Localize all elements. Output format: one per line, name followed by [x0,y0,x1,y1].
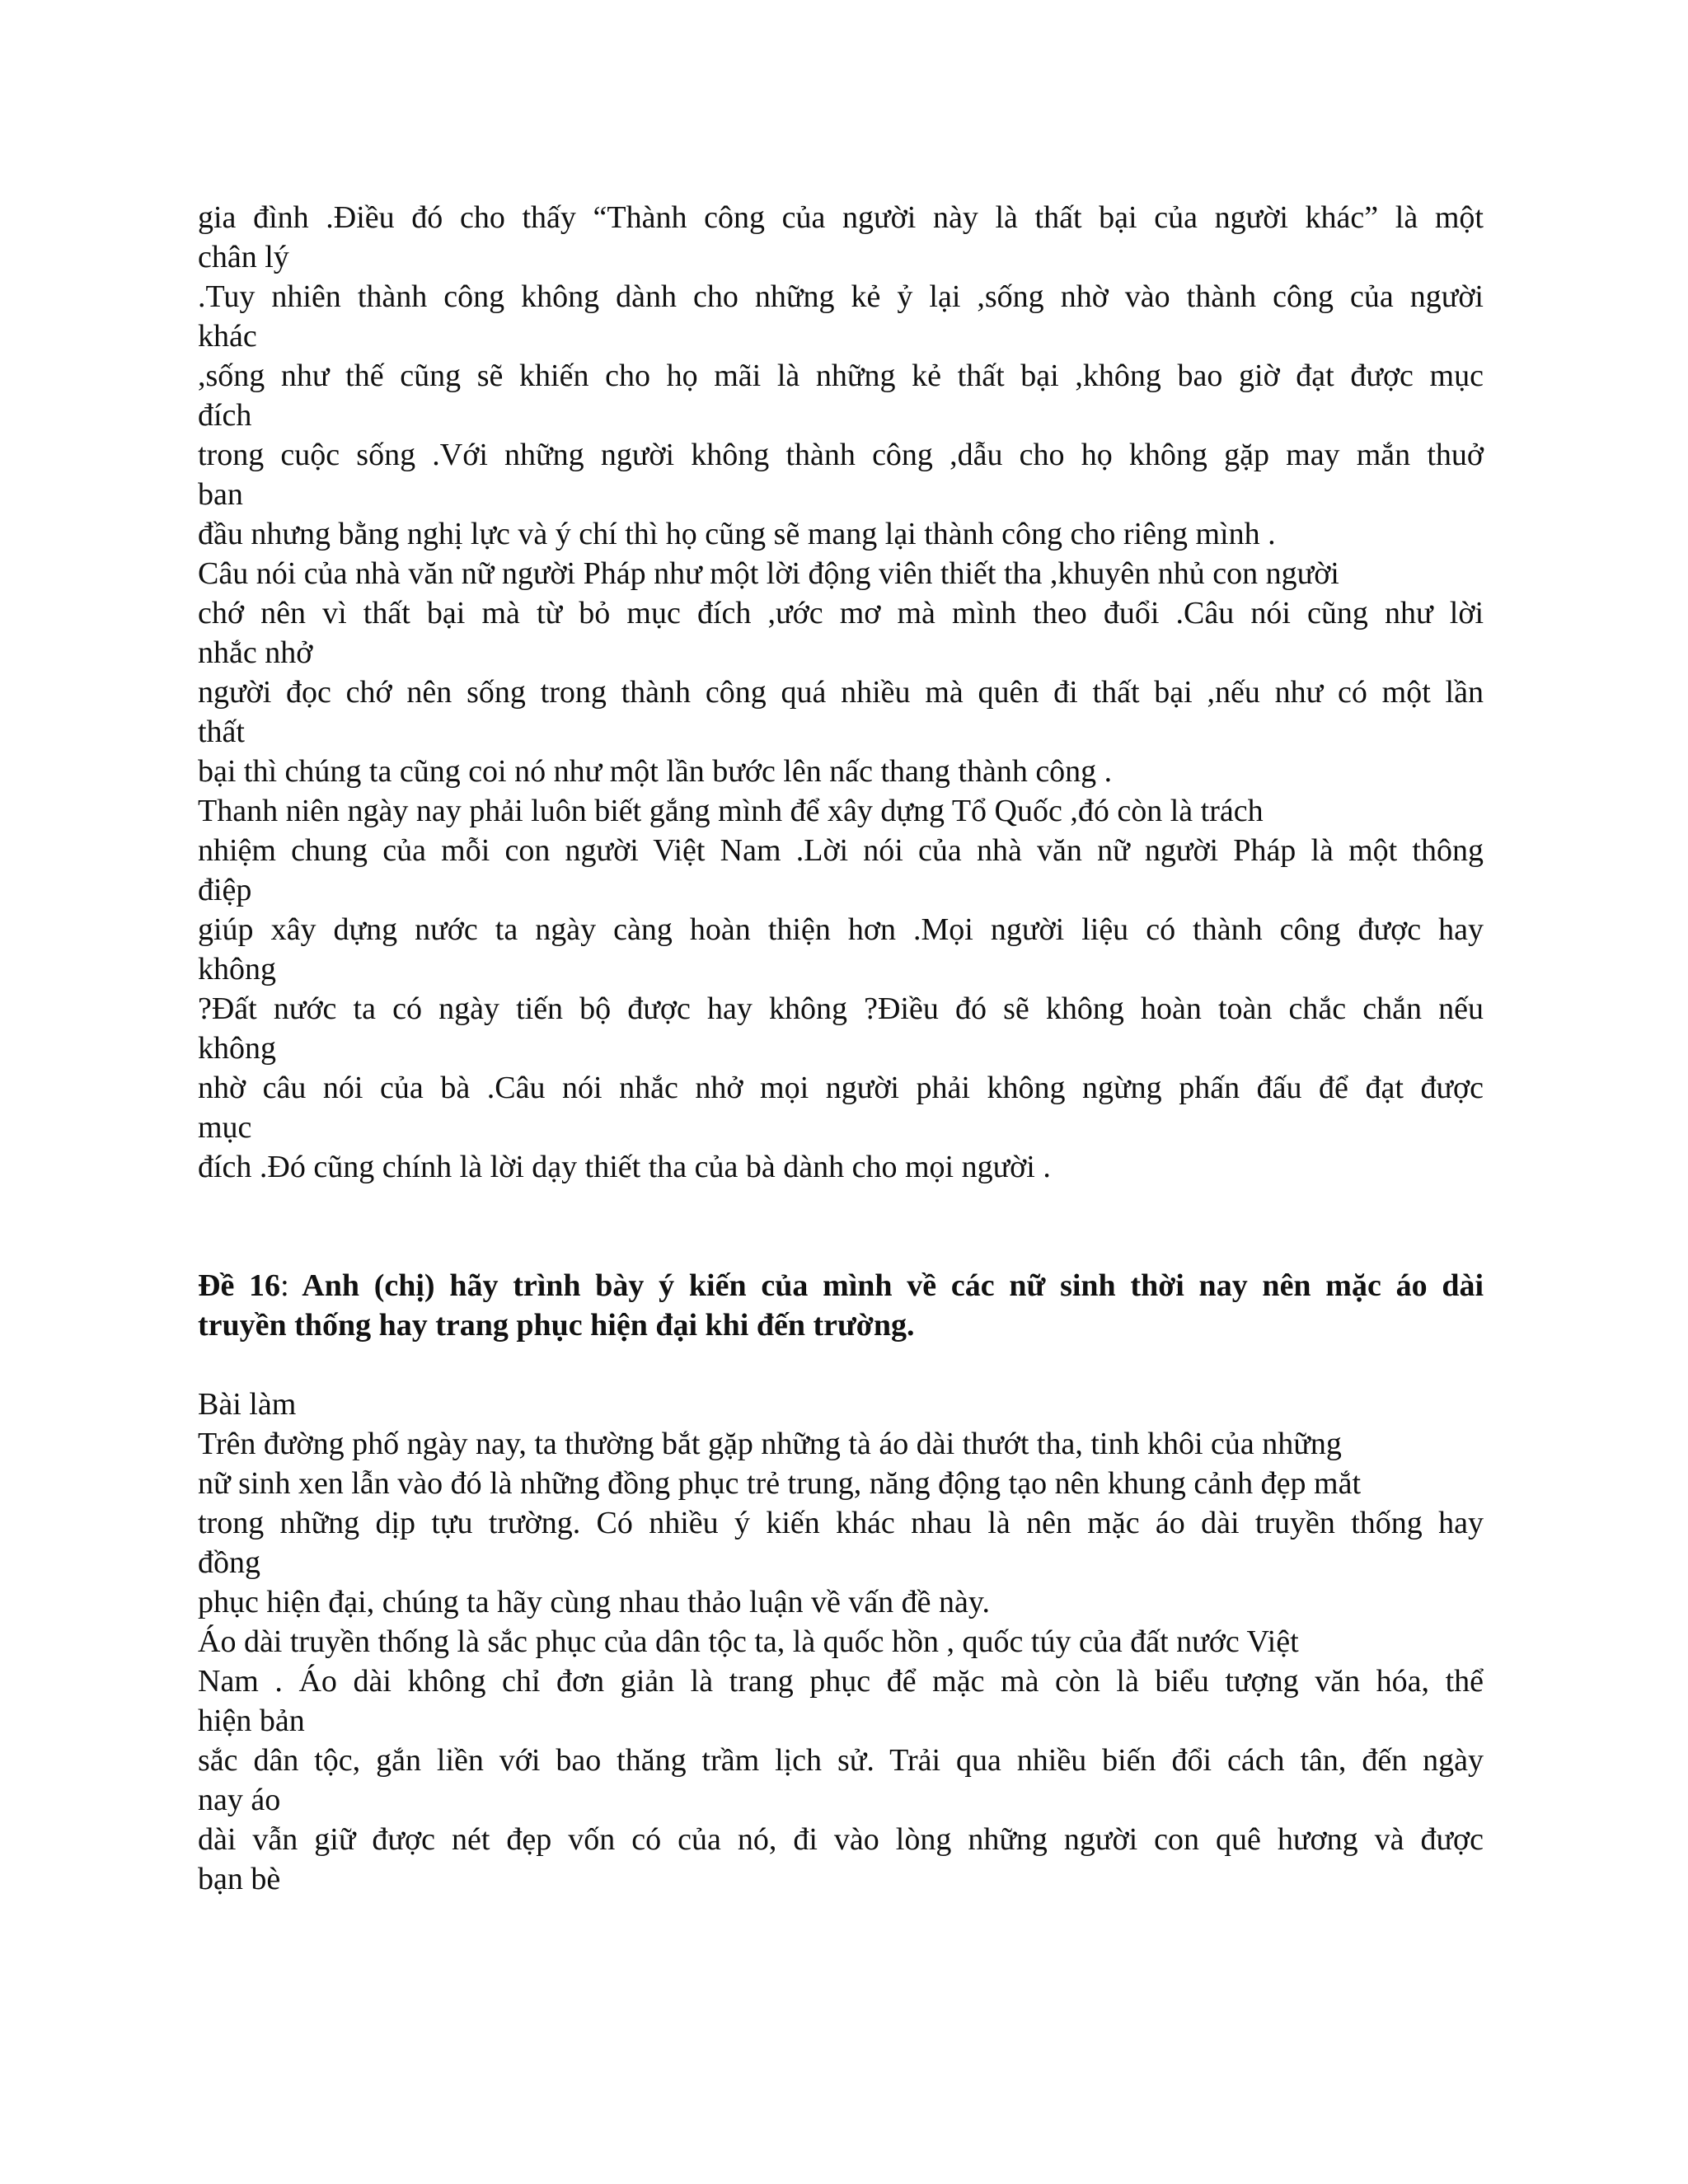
text-line: .Tuy nhiên thành công không dành cho những kẻ ỷ lại ,sống nhờ vào thành công của người [198,279,1484,314]
document-page [198,198,1484,1899]
heading-line-2: truyền thống hay trang phục hiện đại khi đến trường. [198,1308,915,1343]
text-line: ban [198,477,243,512]
text-line: phục hiện đại, chúng ta hãy cùng nhau thảo luận về vấn đề này. [198,1585,990,1619]
text-line: dài vẫn giữ được nét đẹp vốn có của nó, đi vào lòng những người con quê hương và được [198,1822,1484,1857]
heading-label: Đề 16 [198,1268,281,1303]
text-line: Câu nói của nhà văn nữ người Pháp như một lời động viên thiết tha ,khuyên nhủ con người [198,556,1339,591]
text-line: đồng [198,1545,260,1580]
essay-prompt-heading [198,1266,1484,1345]
text-line: giúp xây dựng nước ta ngày càng hoàn thiện hơn .Mọi người liệu có thành công được hay [198,912,1484,947]
heading-spacer [198,1345,1484,1385]
heading-line-1 [198,1266,1484,1305]
text-line: không [198,952,276,987]
text-line: sắc dân tộc, gắn liền với bao thăng trầm lịch sử. Trải qua nhiều biến đổi cách tân, đến ngày [198,1743,1484,1778]
essay-part-2 [198,1424,1484,1899]
heading-text-1: Anh (chị) hãy trình bày ý kiến của mình về các nữ sinh thời nay nên mặc áo dài [288,1268,1484,1303]
heading-colon: : [280,1268,289,1303]
text-line: nhờ câu nói của bà .Câu nói nhắc nhở mọi người phải không ngừng phấn đấu để đạt được [198,1071,1484,1105]
text-line: chớ nên vì thất bại mà từ bỏ mục đích ,ước mơ mà mình theo đuổi .Câu nói cũng như lời [198,596,1484,630]
text-line: Áo dài truyền thống là sắc phục của dân tộc ta, là quốc hồn , quốc túy của đất nước Việt [198,1624,1299,1659]
text-line: ?Đất nước ta có ngày tiến bộ được hay không ?Điều đó sẽ không hoàn toàn chắc chắn nếu [198,991,1484,1026]
essay-part-1 [198,198,1484,1187]
section-spacer [198,1187,1484,1266]
text-line: điệp [198,873,252,907]
text-line: trong cuộc sống .Với những người không thành công ,dẫu cho họ không gặp may mắn thuở [198,438,1484,472]
text-line: Thanh niên ngày nay phải luôn biết gắng mình để xây dựng Tổ Quốc ,đó còn là trách [198,794,1264,828]
text-line: không [198,1031,276,1066]
text-line: bại thì chúng ta cũng coi nó như một lần bước lên nấc thang thành công . [198,754,1113,789]
text-line: mục [198,1110,252,1145]
text-line: nay áo [198,1783,281,1817]
text-line: người đọc chớ nên sống trong thành công quá nhiều mà quên đi thất bại ,nếu như có một lần [198,675,1484,710]
bai-lam-label: Bài làm [198,1387,297,1422]
text-line: thất [198,715,245,749]
text-line: nhiệm chung của mỗi con người Việt Nam .Lời nói của nhà văn nữ người Pháp là một thông [198,833,1484,868]
text-line: đầu nhưng bằng nghị lực và ý chí thì họ cũng sẽ mang lại thành công cho riêng mình . [198,517,1276,551]
text-line: ,sống như thế cũng sẽ khiến cho họ mãi là những kẻ thất bại ,không bao giờ đạt được mục [198,359,1484,393]
text-line: hiện bản [198,1704,305,1738]
text-line: Nam . Áo dài không chỉ đơn giản là trang phục để mặc mà còn là biểu tượng văn hóa, thể [198,1664,1484,1699]
text-line: đích [198,398,252,433]
text-line: khác [198,319,257,354]
text-line: trong những dịp tựu trường. Có nhiều ý kiến khác nhau là nên mặc áo dài truyền thống hay [198,1506,1484,1540]
text-line: nhắc nhở [198,635,313,670]
text-line: đích .Đó cũng chính là lời dạy thiết tha của bà dành cho mọi người . [198,1150,1051,1184]
text-line: Trên đường phố ngày nay, ta thường bắt gặp những tà áo dài thướt tha, tinh khôi của những [198,1427,1342,1461]
text-line: chân lý [198,240,289,274]
text-line: nữ sinh xen lẫn vào đó là những đồng phục trẻ trung, năng động tạo nên khung cảnh đẹp mắt [198,1466,1362,1501]
text-line: bạn bè [198,1862,281,1896]
text-line: gia đình .Điều đó cho thấy “Thành công của người này là thất bại của người khác” là một [198,200,1484,235]
